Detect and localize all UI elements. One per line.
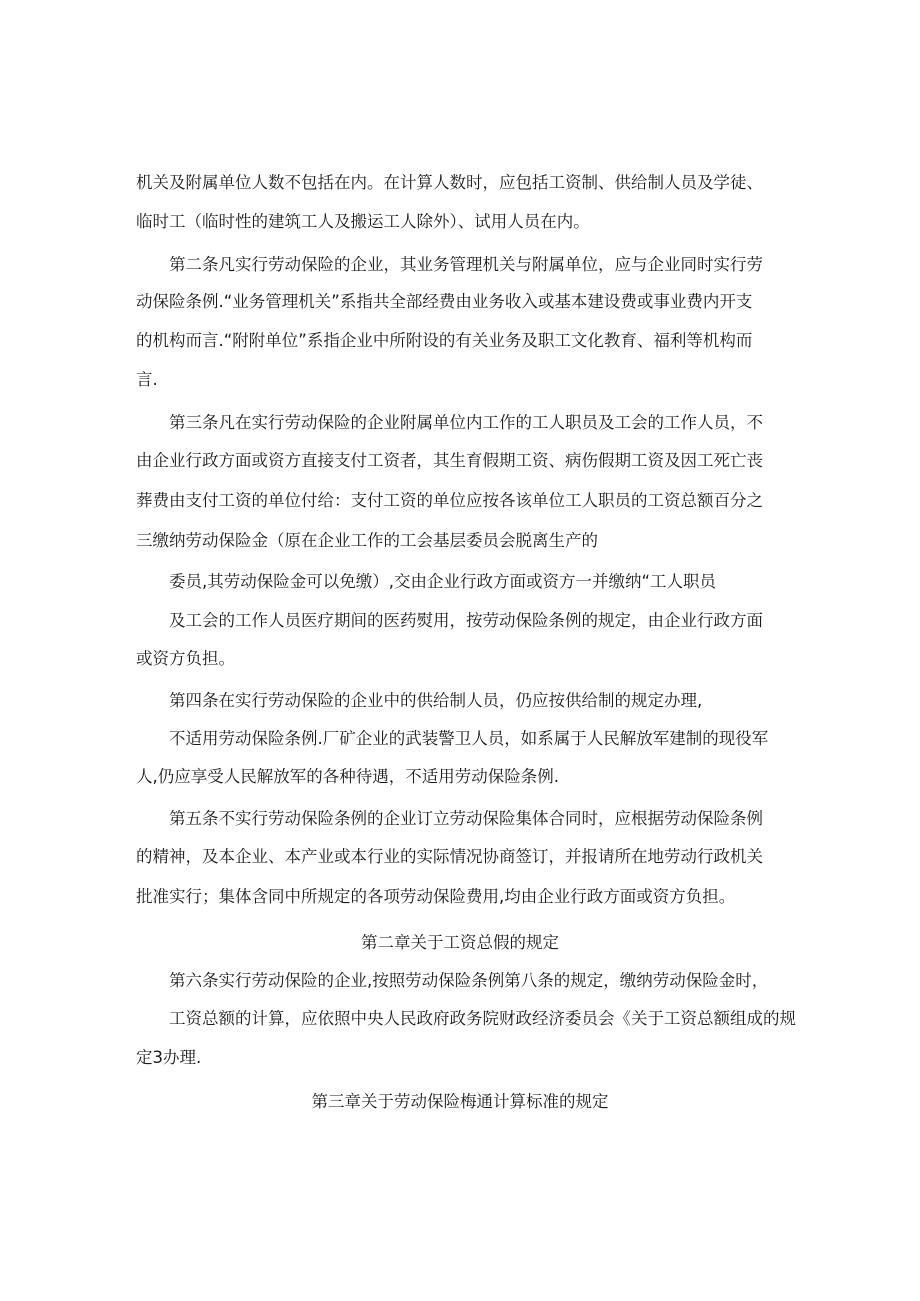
text-line: 或资方负担。 — [136, 649, 235, 668]
text-line: 工资总额的计算，应依照中央人民政府政务院财政经济委员会《关于工资总额组成的规 — [169, 1009, 796, 1028]
text-line: 及工会的工作人员医疗期间的医药熨用，按劳动保险条例的规定，由企业行政方面 — [169, 611, 763, 630]
chapter-heading: 第三章关于劳动保险梅通计算标准的规定 — [311, 1092, 609, 1111]
chapter-heading: 第二章关于工资总假的规定 — [361, 933, 559, 952]
text-line: 动保险条例.“业务管理机关”系指共全部经费由业务收入或基本建设费或事业费内开支 — [136, 292, 753, 311]
text-line: 委员,其劳动保险金可以免缴）,交由企业行政方面或资方一并缴纳“工人职员 — [169, 572, 717, 591]
text-line: 的精神，及本企业、本产业或本行业的实际情况协商签订，并报请所在地劳动行政机关 — [136, 847, 763, 866]
text-line: 第六条实行劳动保险的企业,按照劳动保险条例第八条的规定，缴纳劳动保险金时， — [169, 971, 769, 990]
text-line: 人,仍应享受人民解放军的各种待遇，不适用劳动保险条例. — [136, 767, 559, 786]
text-line: 不适用劳动保险条例.厂矿企业的武装警卫人员，如系属于人民解放军建制的现役军 — [169, 729, 769, 748]
text-line: 批准实行；集体含同中所规定的各项劳动保险费用,均由企业行政方面或资方负担。 — [136, 887, 736, 906]
text-line: 三缴纳劳动保险金（原在企业工作的工会基层委员会脱离生产的 — [136, 531, 598, 550]
text-line: 定3办理. — [136, 1048, 202, 1067]
text-line: 葬费由支付工资的单位付给：支付工资的单位应按各该单位工人职员的工资总额百分之 — [136, 491, 763, 510]
text-line: 机关及附属单位人数不包括在内。在计算人数时，应包括工资制、供给制人员及学徒、 — [136, 173, 763, 192]
text-line: 第二条凡实行劳动保险的企业，其业务管理机关与附属单位，应与企业同时实行劳 — [169, 255, 763, 274]
text-line: 由企业行政方面或资方直接支付工资者，其生育假期工资、病伤假期工资及因工死亡丧 — [136, 451, 763, 470]
text-line: 第四条在实行劳动保险的企业中的供给制人员，仍应按供给制的规定办理, — [169, 691, 703, 710]
text-line: 言. — [136, 370, 158, 389]
text-line: 第三条凡在实行劳动保险的企业附属单位内工作的工人职员及工会的工作人员，不 — [169, 413, 763, 432]
text-line: 临时工（临时性的建筑工人及搬运工人除外）、试用人员在内。 — [136, 212, 590, 231]
text-line: 第五条不实行劳动保险条例的企业订立劳动保险集体合同时，应根据劳动保险条例 — [169, 809, 763, 828]
text-line: 的机构而言.“附附单位”系指企业中所附设的有关业务及职工文化教育、福利等机构而 — [136, 331, 753, 350]
